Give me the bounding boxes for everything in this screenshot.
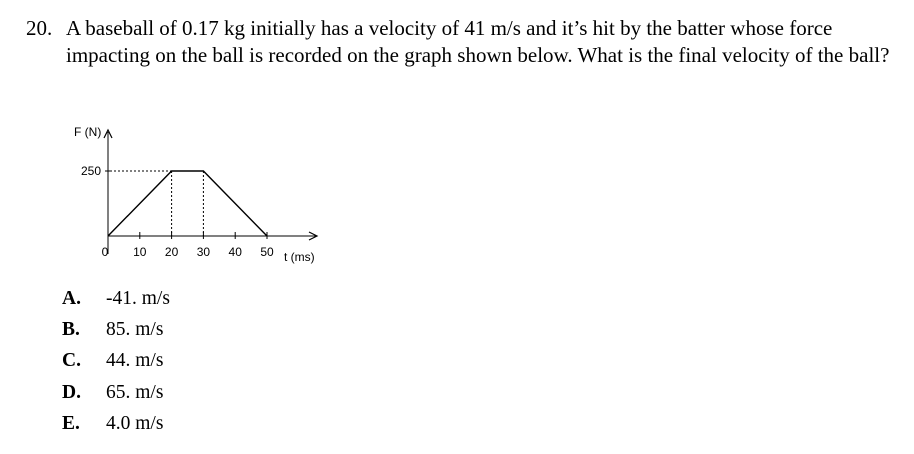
x-tick-label-0: 0 xyxy=(101,245,109,259)
x-tick-label-50: 50 xyxy=(260,245,274,259)
x-axis-label: t (ms) xyxy=(284,250,315,264)
choice-d-text: 65. m/s xyxy=(106,382,164,403)
guide-lines xyxy=(110,171,203,236)
choice-a-text: -41. m/s xyxy=(106,288,170,309)
choice-e-letter: E. xyxy=(62,413,80,434)
x-tick-label-30: 30 xyxy=(196,245,211,259)
question-text: A baseball of 0.17 kg initially has a velocity of 41 m/s and it’s hit by the batter whose force impacting on the ball is recorded on the graph shown below. What is the final velocity of the ball? xyxy=(66,16,890,67)
y-tick-label-250: 250 xyxy=(80,164,101,178)
force-time-graph xyxy=(64,118,334,278)
choice-c-letter: C. xyxy=(62,350,81,371)
choice-d-letter: D. xyxy=(62,382,81,403)
x-tick-label-40: 40 xyxy=(228,245,242,259)
data-series xyxy=(108,171,267,236)
choice-e-text: 4.0 m/s xyxy=(106,413,164,434)
choice-b-text: 85. m/s xyxy=(106,319,164,340)
question-number: 20. xyxy=(26,16,53,40)
choice-a-letter: A. xyxy=(62,288,81,309)
x-tick-label-20: 20 xyxy=(164,245,179,259)
x-tick-label-10: 10 xyxy=(133,245,147,259)
choice-c-text: 44. m/s xyxy=(106,350,164,371)
force-curve xyxy=(108,171,267,236)
force-time-graph-svg xyxy=(64,118,334,278)
y-axis-label: F (N) xyxy=(74,125,102,139)
choice-b-letter: B. xyxy=(62,319,80,340)
